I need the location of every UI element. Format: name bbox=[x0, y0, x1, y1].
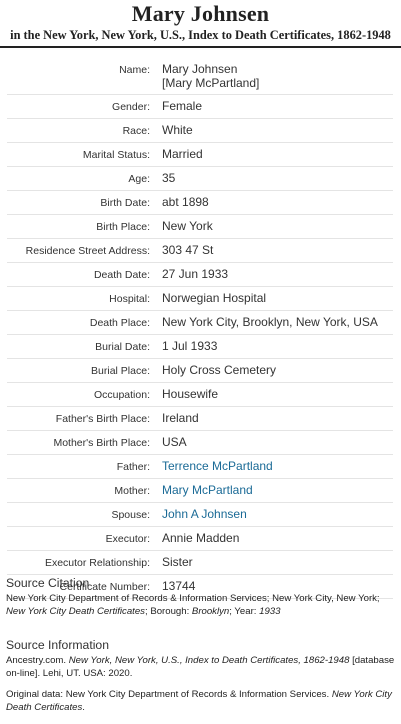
field-label: Father's Birth Place: bbox=[7, 407, 160, 431]
record-row-mother-birth-place bbox=[7, 431, 393, 455]
field-label: Mother's Birth Place: bbox=[7, 431, 160, 455]
source-information bbox=[6, 638, 398, 714]
record-row-death-place bbox=[7, 311, 393, 335]
record-row-birth-place bbox=[7, 215, 393, 239]
field-value: 35 bbox=[160, 167, 393, 191]
field-value: Ireland bbox=[160, 407, 393, 431]
field-label: Executor: bbox=[7, 527, 160, 551]
field-value: 13744 bbox=[160, 575, 393, 599]
field-label: Mother: bbox=[7, 479, 160, 503]
record-row-residence-address bbox=[7, 239, 393, 263]
record-row-burial-place bbox=[7, 359, 393, 383]
field-value: Housewife bbox=[160, 383, 393, 407]
field-label: Death Date: bbox=[7, 263, 160, 287]
record-row-executor bbox=[7, 527, 393, 551]
field-label: Burial Date: bbox=[7, 335, 160, 359]
field-label: Birth Date: bbox=[7, 191, 160, 215]
page-title: Mary Johnsen bbox=[131, 1, 270, 26]
record-row-death-date bbox=[7, 263, 393, 287]
field-label: Death Place: bbox=[7, 311, 160, 335]
field-value: 27 Jun 1933 bbox=[160, 263, 393, 287]
field-label: Spouse: bbox=[7, 503, 160, 527]
field-label: Certificate Number: bbox=[7, 575, 160, 599]
record-row-spouse bbox=[7, 503, 393, 527]
record-details-table bbox=[7, 58, 393, 599]
record-row-birth-date bbox=[7, 191, 393, 215]
field-label: Gender: bbox=[7, 95, 160, 119]
field-value-name bbox=[160, 58, 393, 95]
field-value: New York bbox=[160, 215, 393, 239]
field-label: Occupation: bbox=[7, 383, 160, 407]
field-label: Name: bbox=[7, 58, 160, 95]
record-row-gender bbox=[7, 95, 393, 119]
source-information-text: Ancestry.com. New York, New York, U.S., Index to Death Certificates, 1862-1948 [database on-line]. Lehi, UT. USA: 2020. bbox=[6, 655, 395, 679]
name-primary: Mary Johnsen bbox=[162, 62, 238, 76]
field-value: Female bbox=[160, 95, 393, 119]
field-value: USA bbox=[160, 431, 393, 455]
collection-subtitle: in the New York, New York, U.S., Index to Death Certificates, 1862-1948 bbox=[10, 28, 391, 42]
source-citation bbox=[6, 576, 398, 618]
field-label: Burial Place: bbox=[7, 359, 160, 383]
field-value: Married bbox=[160, 143, 393, 167]
record-row-marital-status bbox=[7, 143, 393, 167]
mother-link[interactable]: Mary McPartland bbox=[162, 483, 253, 497]
field-label: Age: bbox=[7, 167, 160, 191]
record-row-executor-relationship bbox=[7, 551, 393, 575]
record-row-hospital bbox=[7, 287, 393, 311]
record-row-name bbox=[7, 58, 393, 95]
field-value: 303 47 St bbox=[160, 239, 393, 263]
record-row-burial-date bbox=[7, 335, 393, 359]
field-value: Annie Madden bbox=[160, 527, 393, 551]
field-label: Race: bbox=[7, 119, 160, 143]
header-divider bbox=[0, 46, 401, 48]
record-row-occupation bbox=[7, 383, 393, 407]
field-label: Father: bbox=[7, 455, 160, 479]
field-value: Holy Cross Cemetery bbox=[160, 359, 393, 383]
source-citation-text: New York City Department of Records & Information Services; New York City, New York; New York City Death Certificates; Borough: Brooklyn; Year: 1933 bbox=[6, 593, 380, 617]
field-label: Executor Relationship: bbox=[7, 551, 160, 575]
field-label: Residence Street Address: bbox=[7, 239, 160, 263]
record-row-age bbox=[7, 167, 393, 191]
field-value: New York City, Brooklyn, New York, USA bbox=[160, 311, 393, 335]
field-label: Marital Status: bbox=[7, 143, 160, 167]
record-row-mother bbox=[7, 479, 393, 503]
record-header bbox=[0, 0, 401, 43]
field-value: 1 Jul 1933 bbox=[160, 335, 393, 359]
father-link[interactable]: Terrence McPartland bbox=[162, 459, 273, 473]
record-row-race bbox=[7, 119, 393, 143]
field-value: Sister bbox=[160, 551, 393, 575]
field-value: abt 1898 bbox=[160, 191, 393, 215]
record-row-father bbox=[7, 455, 393, 479]
original-data-text: Original data: New York City Department of Records & Information Services. New York City Death Certificates. bbox=[6, 689, 392, 713]
source-citation-heading: Source Citation bbox=[6, 576, 90, 590]
record-row-father-birth-place bbox=[7, 407, 393, 431]
name-alternate: [Mary McPartland] bbox=[162, 76, 260, 90]
field-label: Hospital: bbox=[7, 287, 160, 311]
spouse-link[interactable]: John A Johnsen bbox=[162, 507, 247, 521]
field-label: Birth Place: bbox=[7, 215, 160, 239]
source-information-heading: Source Information bbox=[6, 638, 109, 652]
field-value: White bbox=[160, 119, 393, 143]
field-value: Norwegian Hospital bbox=[160, 287, 393, 311]
